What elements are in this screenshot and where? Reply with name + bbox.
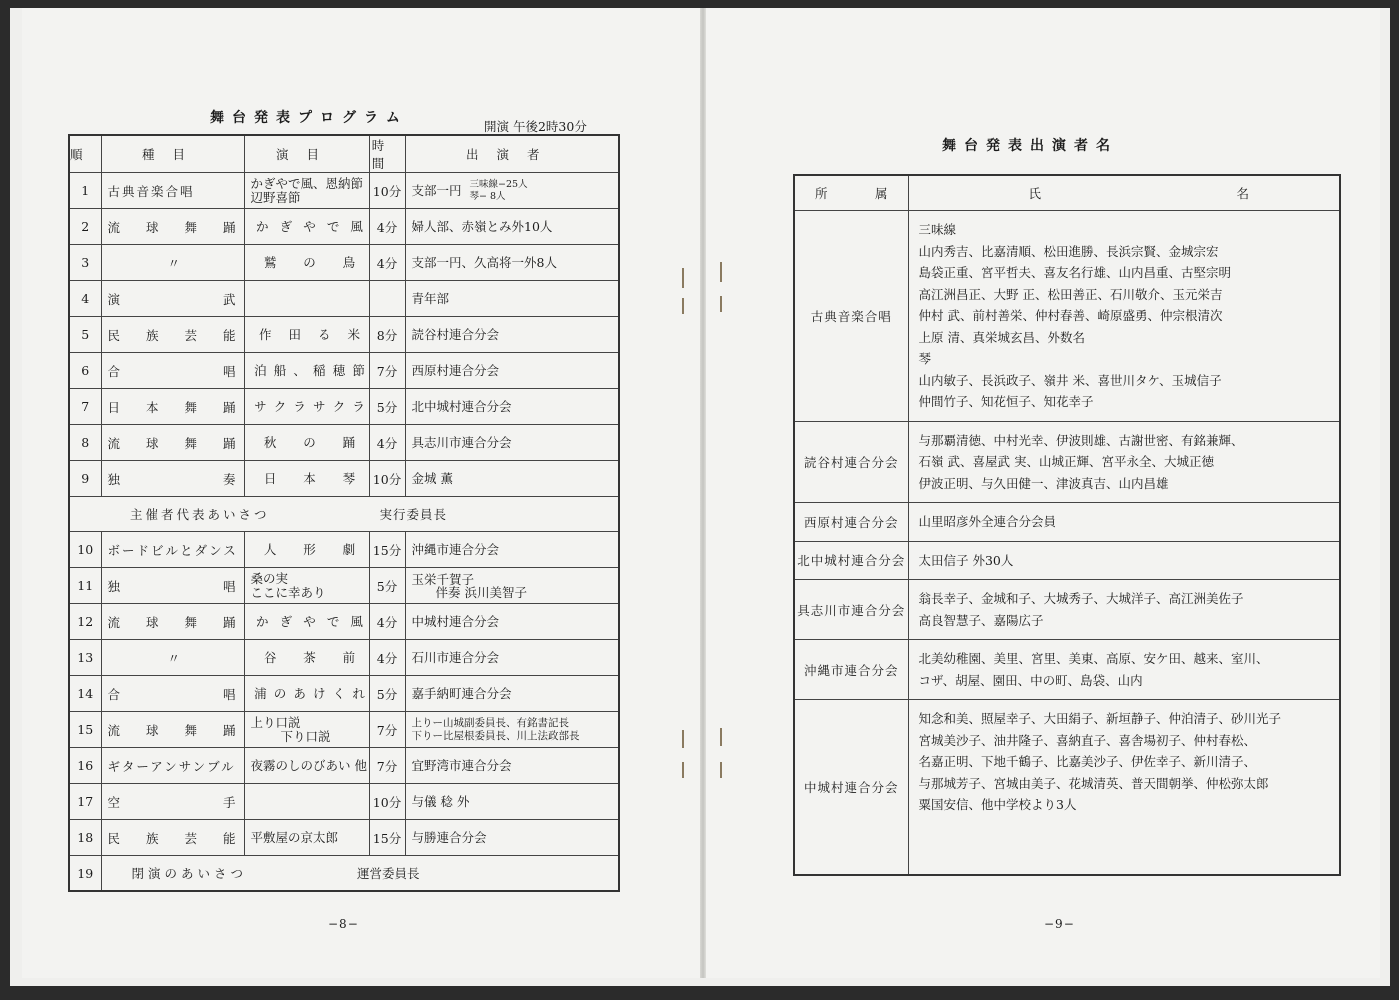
genre-justify: 独 奏 <box>107 471 238 487</box>
genre-justify: 民 族 芸 能 <box>107 830 238 846</box>
genre-justify: 流 球 舞 踊 <box>107 219 238 235</box>
program-time: 4分 <box>369 209 405 245</box>
header-name <box>908 175 1340 211</box>
program-row <box>69 640 619 676</box>
program-time: 10分 <box>369 461 405 497</box>
piece-line: 谷 茶 前 <box>263 649 356 665</box>
program-time: 15分 <box>369 532 405 568</box>
page-number-right: −9− <box>1044 917 1075 931</box>
name-line: 石嶺 武、喜屋武 実、山城正輝、宮平永全、大城正徳 <box>918 454 1214 469</box>
program-row <box>69 461 619 497</box>
header-name-a: 氏 <box>1028 186 1042 201</box>
name-line: 山里昭彦外全連合分会員 <box>918 514 1057 529</box>
program-row <box>69 425 619 461</box>
program-header-cell: 演目 <box>244 135 369 173</box>
performers-title: 舞台発表出演者名 <box>942 138 1118 154</box>
program-genre <box>101 640 244 676</box>
program-number: 6 <box>69 353 101 389</box>
name-line: 与那覇清徳、中村光幸、伊波則雄、古謝世密、有銘兼輝、 <box>918 432 1244 448</box>
name-line: 宮城美沙子、油井隆子、喜納直子、喜舎場初子、仲村春松、 <box>918 732 1257 748</box>
affiliation: 読谷村連合分会 <box>794 421 908 503</box>
program-time: 4分 <box>369 640 405 676</box>
performer-line: 伴奏 浜川美智子 <box>435 584 527 600</box>
performer-detail: 三味線−25人 <box>469 178 528 190</box>
name-line: 山内秀吉、比嘉清順、松田進勝、長浜宗賢、金城宗宏 <box>918 243 1219 259</box>
affiliation: 中城村連合分会 <box>794 700 908 876</box>
staple <box>720 296 722 312</box>
performer-name: 北中城村連合分会 <box>411 399 512 414</box>
program-time: 8分 <box>369 317 405 353</box>
program-piece <box>244 461 369 497</box>
program-genre <box>101 532 244 568</box>
program-row <box>69 353 619 389</box>
performer-name: 支部一円 <box>411 183 462 198</box>
program-number: 9 <box>69 461 101 497</box>
performer-name: 沖縄市連合分会 <box>411 542 500 557</box>
program-performer <box>405 820 619 856</box>
program-number: 4 <box>69 281 101 317</box>
page-gutter <box>700 8 706 978</box>
genre-text: 古典音楽合唱 <box>107 183 195 199</box>
instrument-label: 琴 <box>918 351 932 366</box>
program-number: 8 <box>69 425 101 461</box>
program-performer <box>405 532 619 568</box>
program-time: 4分 <box>369 245 405 281</box>
program-time: 4分 <box>369 425 405 461</box>
program-time <box>369 281 405 317</box>
program-performer <box>405 640 619 676</box>
staple <box>720 762 722 778</box>
piece-line: か ぎ や で 風 <box>256 613 363 629</box>
program-genre <box>101 425 244 461</box>
performer-row <box>794 640 1340 700</box>
program-genre <box>101 461 244 497</box>
header-name-b: 名 <box>1236 186 1249 201</box>
program-row <box>69 748 619 784</box>
program-piece <box>244 281 369 317</box>
program-number: 17 <box>69 784 101 820</box>
closing-role: 運営委員長 <box>357 866 420 881</box>
performer-names <box>908 640 1340 700</box>
performer-row <box>794 503 1340 542</box>
genre-justify: 合 唱 <box>107 363 238 379</box>
program-number: 7 <box>69 389 101 425</box>
program-time: 15分 <box>369 820 405 856</box>
performer-row <box>794 211 1340 422</box>
greeting-row <box>69 497 619 532</box>
genre-justify: 空 手 <box>107 794 238 810</box>
program-genre <box>101 173 244 209</box>
piece-line: 下り口説 <box>280 728 331 744</box>
piece-line: 浦 の あ け く れ <box>254 685 365 701</box>
program-performer <box>405 425 619 461</box>
piece-line: 鷲 の 鳥 <box>263 254 356 270</box>
program-performer <box>405 317 619 353</box>
program-row <box>69 712 619 748</box>
start-time: 開演 午後2時30分 <box>484 119 587 134</box>
program-time: 7分 <box>369 748 405 784</box>
performer-names <box>908 700 1340 876</box>
performer-names <box>908 503 1340 542</box>
program-row <box>69 317 619 353</box>
genre-justify: 合 唱 <box>107 686 238 702</box>
affiliation: 北中城村連合分会 <box>794 541 908 580</box>
program-header-cell: 種目 <box>101 135 244 173</box>
program-piece <box>244 245 369 281</box>
name-line: 仲間竹子、知花恒子、知花幸子 <box>918 394 1094 409</box>
performer-name: 石川市連合分会 <box>411 650 500 665</box>
program-piece <box>244 820 369 856</box>
program-time: 7分 <box>369 712 405 748</box>
genre-justify: 日 本 舞 踊 <box>107 399 238 415</box>
name-line: 与那城芳子、宮城由美子、花城清英、普天間朝挙、仲松弥太郎 <box>918 775 1269 791</box>
program-performer <box>405 568 619 604</box>
program-time: 4分 <box>369 604 405 640</box>
piece-line: 作 田 る 米 <box>258 326 360 342</box>
program-number: 10 <box>69 532 101 568</box>
piece-line: 桑の実 <box>250 570 289 586</box>
program-time: 10分 <box>369 173 405 209</box>
program-performer <box>405 245 619 281</box>
program-genre <box>101 389 244 425</box>
genre-text: 〃 <box>167 255 183 271</box>
name-line: コザ、胡屋、園田、中の町、島袋、山内 <box>918 672 1143 688</box>
closing-text: 閉演のあいさつ <box>131 866 248 881</box>
program-number: 13 <box>69 640 101 676</box>
program-genre <box>101 568 244 604</box>
genre-text: ボードビルとダンス <box>107 542 238 558</box>
program-time: 7分 <box>369 353 405 389</box>
performer-name: 金城 薫 <box>411 471 453 486</box>
program-number: 14 <box>69 676 101 712</box>
piece-line: 泊 船 、 稲 穂 節 <box>254 362 365 378</box>
name-line: 仲村 武、前村善栄、仲村春善、崎原盛勇、仲宗根清次 <box>918 308 1223 323</box>
genre-justify: 民 族 芸 能 <box>107 327 238 343</box>
program-header-row <box>69 135 619 173</box>
performer-name: 中城村連合分会 <box>411 614 500 629</box>
affiliation: 古典音楽合唱 <box>794 211 908 422</box>
program-performer <box>405 353 619 389</box>
performer-line: 玉栄千賀子 <box>411 571 475 587</box>
program-piece <box>244 353 369 389</box>
piece-line: 人 形 劇 <box>263 541 356 557</box>
page-number-left: −8− <box>328 917 359 931</box>
program-genre <box>101 712 244 748</box>
program-row <box>69 209 619 245</box>
performer-row <box>794 421 1340 503</box>
performer-name: 嘉手納町連合分会 <box>411 686 512 701</box>
performer-names <box>908 421 1340 503</box>
performer-detail: 琴− 8人 <box>469 190 506 202</box>
program-table <box>68 134 620 892</box>
program-row <box>69 173 619 209</box>
program-piece <box>244 317 369 353</box>
performer-row <box>794 580 1340 640</box>
program-number: 18 <box>69 820 101 856</box>
genre-text: 〃 <box>167 650 183 666</box>
program-piece <box>244 604 369 640</box>
program-piece <box>244 532 369 568</box>
program-number: 2 <box>69 209 101 245</box>
program-genre <box>101 820 244 856</box>
program-time: 10分 <box>369 784 405 820</box>
program-performer <box>405 676 619 712</box>
genre-justify: 独 唱 <box>107 578 238 594</box>
program-performer <box>405 784 619 820</box>
staple <box>720 262 722 282</box>
program-number: 16 <box>69 748 101 784</box>
program-performer <box>405 209 619 245</box>
program-time: 5分 <box>369 389 405 425</box>
performer-name: 読谷村連合分会 <box>411 327 500 342</box>
performers-table <box>793 174 1341 876</box>
performer-name: 与勝連合分会 <box>411 830 487 845</box>
performer-name: 西原村連合分会 <box>411 363 500 378</box>
staple <box>682 298 684 314</box>
performer-name: 青年部 <box>411 291 450 306</box>
performer-line: 上りー山城副委員長、有銘書記長 <box>411 716 569 729</box>
program-piece <box>244 784 369 820</box>
program-piece <box>244 568 369 604</box>
program-row <box>69 389 619 425</box>
name-line: 知念和美、照屋幸子、大田絹子、新垣静子、仲泊清子、砂川光子 <box>918 711 1282 726</box>
program-number: 19 <box>69 856 101 892</box>
performer-name: 婦人部、赤嶺とみ外10人 <box>411 219 553 234</box>
performer-name: 与儀 稔 外 <box>411 794 470 809</box>
program-piece <box>244 389 369 425</box>
program-time: 5分 <box>369 568 405 604</box>
program-piece <box>244 712 369 748</box>
program-genre <box>101 676 244 712</box>
piece-line: かぎやで風、恩納節 <box>250 175 364 191</box>
program-performer <box>405 389 619 425</box>
genre-justify: 流 球 舞 踊 <box>107 435 238 451</box>
program-number: 5 <box>69 317 101 353</box>
name-line: 高良智慧子、嘉陽広子 <box>918 612 1044 628</box>
program-performer <box>405 712 619 748</box>
program-piece <box>244 748 369 784</box>
affiliation: 具志川市連合分会 <box>794 580 908 640</box>
performer-names <box>908 211 1340 422</box>
performer-row <box>794 541 1340 580</box>
program-piece <box>244 173 369 209</box>
program-number: 1 <box>69 173 101 209</box>
performer-line: 下りー比屋根委員長、川上法政部長 <box>411 729 580 742</box>
staple <box>682 268 684 288</box>
piece-line: 秋 の 踊 <box>263 434 356 450</box>
closing-cell <box>101 856 619 892</box>
program-piece <box>244 209 369 245</box>
program-piece <box>244 676 369 712</box>
piece-line: ここに幸あり <box>250 584 326 600</box>
program-row <box>69 281 619 317</box>
program-genre <box>101 281 244 317</box>
genre-text: ギターアンサンブル <box>107 758 236 774</box>
piece-line: 辺野喜節 <box>250 189 301 205</box>
program-genre <box>101 784 244 820</box>
instrument-label: 三味線 <box>918 222 957 237</box>
program-header-cell: 時間 <box>369 135 405 173</box>
performer-names <box>908 580 1340 640</box>
program-row <box>69 245 619 281</box>
program-number: 12 <box>69 604 101 640</box>
program-time: 5分 <box>369 676 405 712</box>
name-line: 粟国安信、他中学校より3人 <box>918 797 1077 812</box>
program-piece <box>244 425 369 461</box>
program-genre <box>101 317 244 353</box>
staple <box>682 730 684 748</box>
program-row <box>69 568 619 604</box>
program-performer <box>405 604 619 640</box>
program-title: 舞台発表プログラム <box>210 110 408 126</box>
program-number: 11 <box>69 568 101 604</box>
header-affiliation <box>794 175 908 211</box>
closing-row <box>69 856 619 892</box>
greeting-cell <box>69 497 619 532</box>
program-performer <box>405 461 619 497</box>
name-line: 高江洲昌正、大野 正、松田善正、石川敬介、玉元栄吉 <box>918 286 1223 302</box>
greeting-role: 実行委員長 <box>379 507 448 522</box>
program-performer <box>405 281 619 317</box>
genre-justify: 演 武 <box>107 291 238 307</box>
program-genre <box>101 245 244 281</box>
program-header-cell: 出演者 <box>405 135 619 173</box>
staple <box>682 762 684 778</box>
piece-line: か ぎ や で 風 <box>256 218 363 234</box>
program-piece <box>244 640 369 676</box>
piece-line: 上り口説 <box>250 714 301 730</box>
program-number: 15 <box>69 712 101 748</box>
program-performer <box>405 173 619 209</box>
name-line: 上原 清、真栄城玄昌、外数名 <box>918 329 1085 345</box>
piece-line: 日 本 琴 <box>263 470 356 486</box>
performer-row <box>794 700 1340 876</box>
name-line: 翁長幸子、金城和子、大城秀子、大城洋子、高江洲美佐子 <box>918 591 1244 606</box>
program-row <box>69 604 619 640</box>
performer-name: 支部一円、久高将一外8人 <box>411 255 557 270</box>
name-line: 伊波正明、与久田健一、津波真吉、山内昌雄 <box>918 475 1169 491</box>
program-row <box>69 820 619 856</box>
program-genre <box>101 748 244 784</box>
affiliation: 西原村連合分会 <box>794 503 908 542</box>
piece-line: サ ク ラ サ ク ラ <box>254 398 365 414</box>
program-row <box>69 676 619 712</box>
program-genre <box>101 209 244 245</box>
performer-name: 宜野湾市連合分会 <box>411 758 512 773</box>
greeting-text: 主催者代表あいさつ <box>130 507 270 522</box>
performer-names <box>908 541 1340 580</box>
piece-line: 夜霧のしのびあい 他 <box>250 757 367 773</box>
program-header-cell: 順 <box>69 135 101 173</box>
program-number: 3 <box>69 245 101 281</box>
staple <box>720 728 722 746</box>
name-line: 太田信子 外30人 <box>918 552 1014 568</box>
genre-justify: 流 球 舞 踊 <box>107 722 238 738</box>
performer-name: 具志川市連合分会 <box>411 435 512 450</box>
header-affiliation-text: 所 属 <box>815 186 888 201</box>
name-line: 名嘉正明、下地千鶴子、比嘉美沙子、伊佐幸子、新川清子、 <box>918 754 1257 769</box>
program-row <box>69 784 619 820</box>
piece-line: 平敷屋の京太郎 <box>250 829 339 845</box>
name-line: 島袋正重、宮平哲夫、喜友名行雄、山内昌重、古堅宗明 <box>918 265 1232 280</box>
name-line: 山内敏子、長浜政子、嶺井 米、喜世川タケ、玉城信子 <box>918 372 1222 388</box>
name-line: 北美幼稚園、美里、宮里、美東、高原、安ケ田、越来、室川、 <box>918 651 1269 666</box>
genre-justify: 流 球 舞 踊 <box>107 614 238 630</box>
program-row <box>69 532 619 568</box>
program-performer <box>405 748 619 784</box>
performers-header-row <box>794 175 1340 211</box>
program-genre <box>101 604 244 640</box>
program-genre <box>101 353 244 389</box>
affiliation: 沖縄市連合分会 <box>794 640 908 700</box>
